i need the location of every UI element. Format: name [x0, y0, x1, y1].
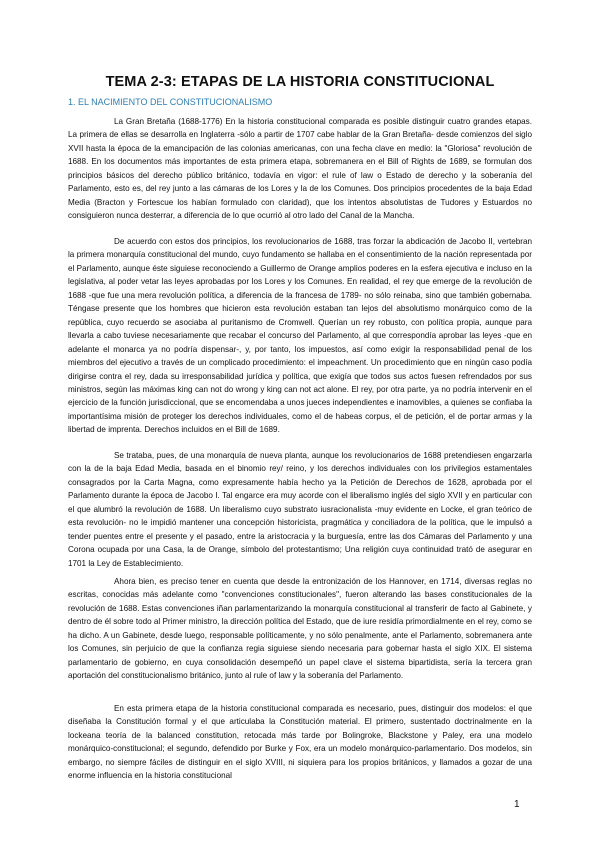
document-title: TEMA 2-3: ETAPAS DE LA HISTORIA CONSTITUCIONAL: [105, 74, 495, 90]
page-number: 1: [514, 799, 520, 810]
paragraph-3: Se trataba, pues, de una monarquía de nueva planta, aunque los revolucionarios de 1688 pretendiesen engarzarla con la de la baja Edad Media, basada en el binomio rey/ reino, y los derechos individuales con los privilegios estamentales consagrados por la Carta Magna, como expresamente había hecho ya la Petición de Derechos de 1628, aprobada por el Parlamento durante la época de Jacobo I. Tal engarce era muy acorde con el liberalismo inglés del siglo XVII y en particular con el que alumbró la revolución de 1688. Un liberalismo cuyo substrato iusracionalista -muy evidente en Locke, el gran teórico de esta revolución- no le impidió mantener una concepción historicista, pragmática y conciliadora de la política, que le impulsó a tender puentes entre el presente y el pasado, entre la aristocracia y la burguesía, entre las dos Cámaras del Parlamento y una Corona ocupada por una Casa, la de Orange, símbolo del protestantismo; Una religión cuya continuidad trató de asegurar en 1701 la Ley de Establecimiento.: [68, 451, 532, 568]
paragraph-1: La Gran Bretaña (1688-1776) En la historia constitucional comparada es posible distinguir cuatro grandes etapas. La primera de ellas se desarrolla en Inglaterra -sólo a partir de 1707 cabe hablar de la Gran Bretaña- desde comienzos del siglo XVII hasta la época de la emancipación de las colonias americanas, con una fecha clave en medio: la "Gloriosa" revolución de 1688. En los documentos más importantes de esta primera etapa, sobremanera en el Bill of Rights de 1689, se formulan dos principios básicos del derecho público británico, todavía en vigor: el rule of law o Estado de derecho y la soberanía del Parlamento, esto es, del rey junto a las cámaras de los Lores y la de los Comunes. Dos principios procedentes de la baja Edad Media (Bracton y Fortescue los habían formulado con claridad), que los intentos absolutistas de Tudores y Estuardos no consiguieron nunca desterrar, a diferencia de lo que ocurrió al otro lado del Canal de la Mancha.: [68, 117, 532, 221]
section-heading: 1. EL NACIMIENTO DEL CONSTITUCIONALISMO: [68, 97, 273, 107]
paragraph-5: En esta primera etapa de la historia constitucional comparada es necesario, pues, distinguir dos modelos: el que diseñaba la Constitución formal y el que articulaba la Constitución material. El primero, sustentado doctrinalmente en la lockeana teoría de la balanced constitution, retocada más tarde por Bolingroke, Blackstone y Paley, era una modelo monárquico-constitucional; el segundo, defendido por Burke y Fox, era un modelo monárquico-parlamentario. Dos modelos, sin embargo, no siempre fáciles de distinguir en el siglo XVIII, ni siquiera para los propios británicos, y llamados a gozar de una enorme influencia en la historia constitucional: [68, 704, 532, 781]
paragraph-2: De acuerdo con estos dos principios, los revolucionarios de 1688, tras forzar la abdicación de Jacobo II, vertebran la primera monarquía constitucional del mundo, cuyo fundamento se hallaba en el consentimiento de la nación representada por el Parlamento, aunque éste siguiese reconociendo a Guillermo de Orange amplios poderes en la esfera ejecutiva e incluso en la legislativa, al poder vetar las leyes aprobadas por los Lores y los Comunes. En realidad, el rey que emerge de la revolución de 1688 -que fue una mera revolución política, a diferencia de la francesa de 1789- no sólo reinaba, sino que también gobernaba. Téngase presente que los hombres que hicieron esta revolución estaban tan lejos del absolutismo monárquico como de la república, cuyo recuerdo se asociaba al puritanismo de Cromwell. Querían un rey robusto, con política propia, aunque para llevarla a cabo tuviese necesariamente que recabar el concurso del Parlamento, al que correspondía aprobar las leyes -que en adelante el monarca ya no podría dispensar-, y, por tanto, los impuestos, así como exigir la responsabilidad penal de los miembros del ejecutivo a través de un complicado procedimiento: el impeachment. Un procedimiento que en ningún caso podía dirigirse contra el rey, dada su irresponsabilidad jurídica y política, que exigía que todos sus actos fuesen refrendados por sus ministros, según las máximas king can not do wrong y king can not act alone. El rey, por otra parte, ya no podría intervenir en el ejercicio de la función jurisdiccional, que se encomendaba a unos jueces independientes e inamovibles, a quienes se confiaba la importantísima misión de proteger los derechos individuales, como el de habeas corpus, el de petición, el de portar armas y la libertad de imprenta. Derechos incluidos en el Bill de 1689.: [68, 237, 532, 435]
paragraph-4: Ahora bien, es preciso tener en cuenta que desde la entronización de los Hannover, en 1714, diversas reglas no escritas, conocidas más adelante como "convenciones constitucionales", fueron alterando las bases constitucionales de la revolución de 1688. Estas convenciones iñan parlamentarizando la monarquía constitucional al transferir de facto al Gabinete, y dentro de él sobre todo al Primer ministro, la dirección política del Estado, que de iure residía primordialmente en el rey, como se ha dicho. A un Gabinete, desde luego, responsable políticamente, y no sólo penalmente, ante el Parlamento, sobremanera ante los Comunes, sin perjuicio de que la confianza regia siguiese siendo necesaria para gobernar hasta el siglo XIX. El sistema parlamentario de gobierno, en cuya consolidación desempeñó un papel clave el sistema bipartidista, sería la tercera gran aportación del constitucionalismo británico, junto al rule of law y la soberanía del Parlamento.: [68, 577, 532, 681]
